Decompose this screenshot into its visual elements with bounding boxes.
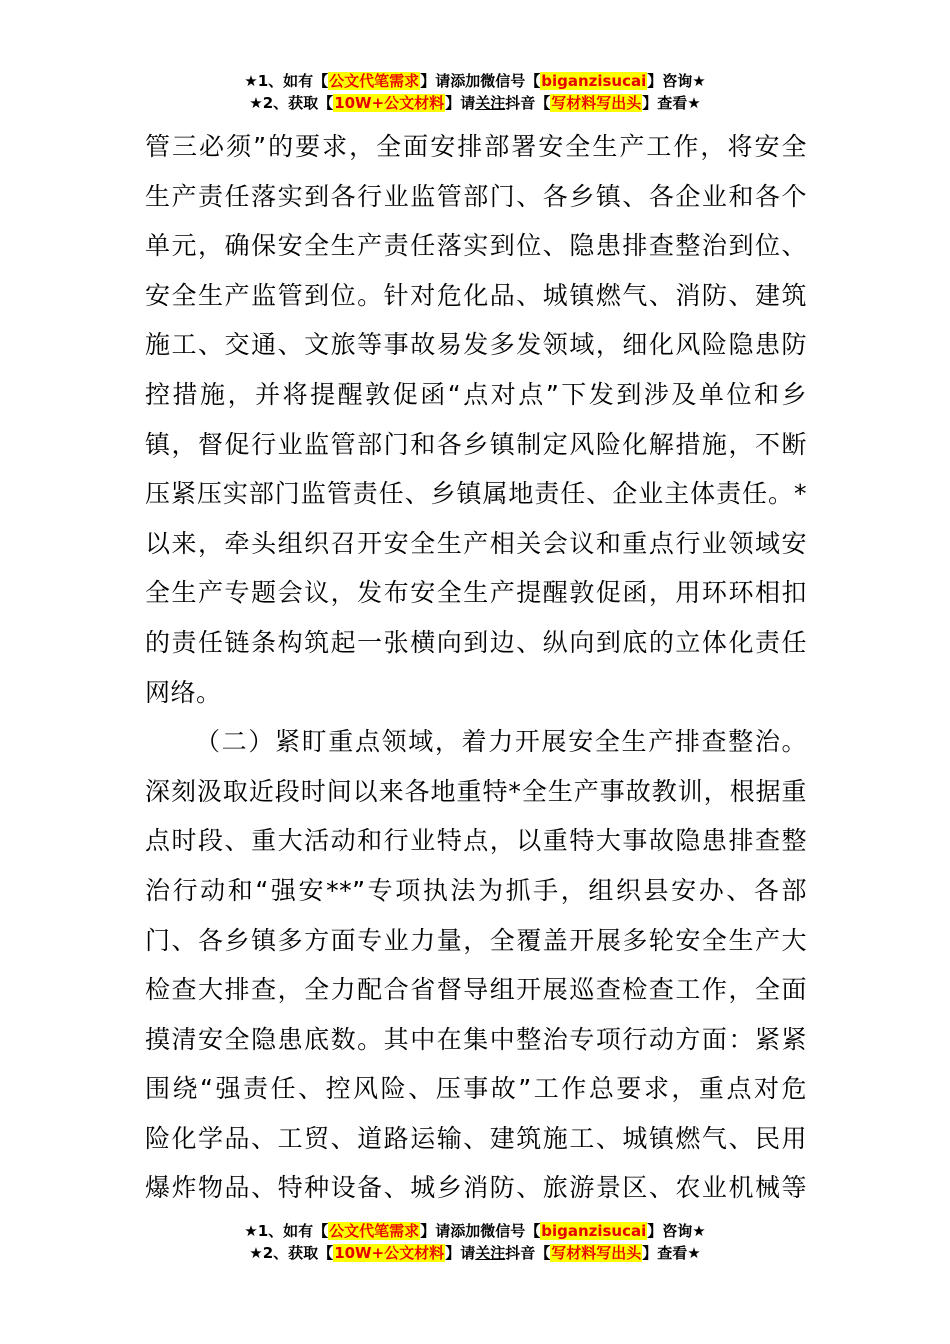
header-text: 】请 — [445, 94, 476, 112]
body-line: 摸清安全隐患底数。其中在集中整治专项行动方面：紧紧 — [145, 1024, 807, 1054]
body-line: 以来，牵头组织召开安全生产相关会议和重点行业领域安 — [145, 528, 807, 558]
header-text: 】请添加微信号【 — [420, 72, 541, 90]
body-line: 安全生产监管到位。针对危化品、城镇燃气、消防、建筑 — [145, 280, 807, 310]
highlight-service: 公文代笔需求 — [329, 72, 420, 90]
section-heading: （二）紧盯重点领域，着力开展安全生产排查整治。 — [195, 727, 807, 757]
body-line: 爆炸物品、特种设备、城乡消防、旅游景区、农业机械等 — [145, 1173, 807, 1203]
footer-text: 】查看★ — [642, 1244, 701, 1262]
document-body — [145, 122, 807, 1213]
body-line: 生产责任落实到各行业监管部门、各乡镇、各企业和各个 — [145, 181, 807, 211]
header-banner — [0, 70, 950, 114]
footer-line-2 — [0, 1242, 950, 1264]
highlight-wechat-id: biganzisucai — [541, 72, 647, 90]
body-line: 施工、交通、文旅等事故易发多发领域，细化风险隐患防 — [145, 330, 807, 360]
body-line: 险化学品、工贸、道路运输、建筑施工、城镇燃气、民用 — [145, 1123, 807, 1153]
highlight-wechat-id: biganzisucai — [541, 1222, 647, 1240]
body-line: 治行动和“强安**”专项执法为抓手，组织县安办、各部 — [145, 875, 807, 905]
body-line: 网络。 — [145, 677, 222, 707]
body-line: 单元，确保安全生产责任落实到位、隐患排查整治到位、 — [145, 231, 807, 261]
body-line: 压紧压实部门监管责任、乡镇属地责任、企业主体责任。* — [145, 479, 807, 509]
body-line: 深刻汲取近段时间以来各地重特*全生产事故教训，根据重 — [145, 776, 807, 806]
footer-text: ★1、如有【 — [244, 1222, 329, 1240]
highlight-douyin-account: 写材料写出头 — [551, 1244, 642, 1262]
header-text: 】查看★ — [642, 94, 701, 112]
highlight-service: 公文代笔需求 — [329, 1222, 420, 1240]
body-line: 检查大排查，全力配合省督导组开展巡查检查工作，全面 — [145, 975, 807, 1005]
header-text: ★1、如有【 — [244, 72, 329, 90]
header-underlined-text: 关注 — [475, 94, 506, 112]
footer-text: 】请 — [445, 1244, 476, 1262]
body-line: 控措施，并将提醒敦促函“点对点”下发到涉及单位和乡 — [145, 379, 807, 409]
footer-text: 】咨询★ — [647, 1222, 706, 1240]
highlight-douyin-account: 写材料写出头 — [551, 94, 642, 112]
highlight-materials: 10W+公文材料 — [334, 1244, 445, 1262]
header-text: 】咨询★ — [647, 72, 706, 90]
header-line-2 — [0, 92, 950, 114]
header-text: ★2、获取【 — [249, 94, 334, 112]
footer-banner — [0, 1220, 950, 1264]
body-line: 镇，督促行业监管部门和各乡镇制定风险化解措施，不断 — [145, 429, 807, 459]
body-line: 全生产专题会议，发布安全生产提醒敦促函，用环环相扣 — [145, 578, 807, 608]
footer-text: ★2、获取【 — [249, 1244, 334, 1262]
body-line: 点时段、重大活动和行业特点，以重特大事故隐患排查整 — [145, 826, 807, 856]
body-line: 门、各乡镇多方面专业力量，全覆盖开展多轮安全生产大 — [145, 925, 807, 955]
body-line: 的责任链条构筑起一张横向到边、纵向到底的立体化责任 — [145, 627, 807, 657]
footer-text: 抖音【 — [505, 1244, 551, 1262]
body-line: 围绕“强责任、控风险、压事故”工作总要求，重点对危 — [145, 1074, 807, 1104]
footer-underlined-text: 关注 — [475, 1244, 506, 1262]
footer-text: 】请添加微信号【 — [420, 1222, 541, 1240]
footer-line-1 — [0, 1220, 950, 1242]
header-text: 抖音【 — [505, 94, 551, 112]
highlight-materials: 10W+公文材料 — [334, 94, 445, 112]
header-line-1 — [0, 70, 950, 92]
body-line: 管三必须”的要求，全面安排部署安全生产工作，将安全 — [145, 132, 807, 161]
